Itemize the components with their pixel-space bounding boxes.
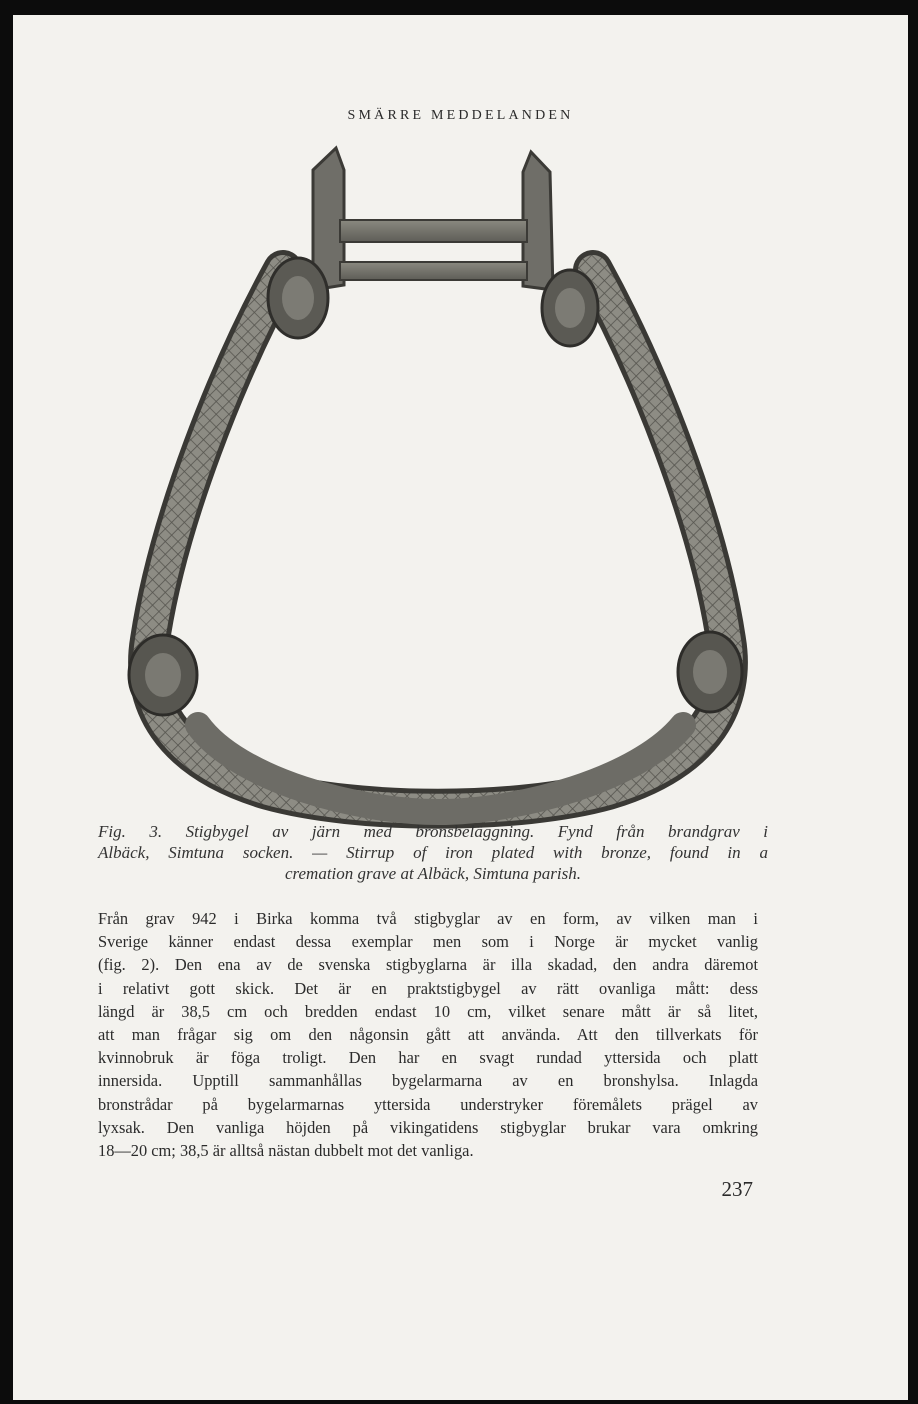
body-line: Sverige känner endast dessa exemplar men som i Norge är mycket vanlig xyxy=(98,932,758,952)
body-line: Från grav 942 i Birka komma två stigbyglar av en form, av vilken man i xyxy=(98,909,758,928)
caption-line: cremation grave at Albäck, Simtuna parish. xyxy=(284,864,582,883)
body-line: 18—20 cm; 38,5 är alltså nästan dubbelt mot det vanliga. xyxy=(98,1141,474,1161)
caption-line: Fig. 3. Stigbygel av järn med bronsbeläggning. Fynd från brandgrav i xyxy=(98,822,768,841)
page-number: 237 xyxy=(721,1177,753,1201)
body-line: bronstrådar på bygelarmarnas yttersida understryker föremålets prägel av xyxy=(98,1094,758,1114)
body-line: att man frågar sig om den någonsin gått att använda. Att den tillverkats för xyxy=(98,1025,758,1045)
body-line: längd är 38,5 cm och bredden endast 10 cm, vilket senare mått är så litet, xyxy=(98,1001,758,1021)
book-page xyxy=(13,15,908,1400)
body-line: (fig. 2). Den ena av de svenska stigbyglarna är illa skadad, den andra däremot xyxy=(98,955,758,975)
running-head: SMÄRRE MEDDELANDEN xyxy=(347,108,574,123)
body-line: innersida. Upptill sammanhållas bygelarmarna av en bronshylsa. Inlagda xyxy=(98,1071,758,1091)
body-paragraph xyxy=(98,907,758,1162)
stirrup-photograph xyxy=(108,140,768,830)
body-line: kvinnobruk är föga troligt. Den har en svagt rundad yttersida och platt xyxy=(98,1048,758,1068)
figure-caption xyxy=(98,821,768,884)
body-line: lyxsak. Den vanliga höjden på vikingatidens stigbyglar brukar vara omkring xyxy=(98,1117,758,1137)
body-line: i relativt gott skick. Det är en praktstigbygel av rätt ovanliga mått: dess xyxy=(98,978,758,998)
caption-line: Albäck, Simtuna socken. — Stirrup of iron plated with bronze, found in a xyxy=(98,843,768,862)
